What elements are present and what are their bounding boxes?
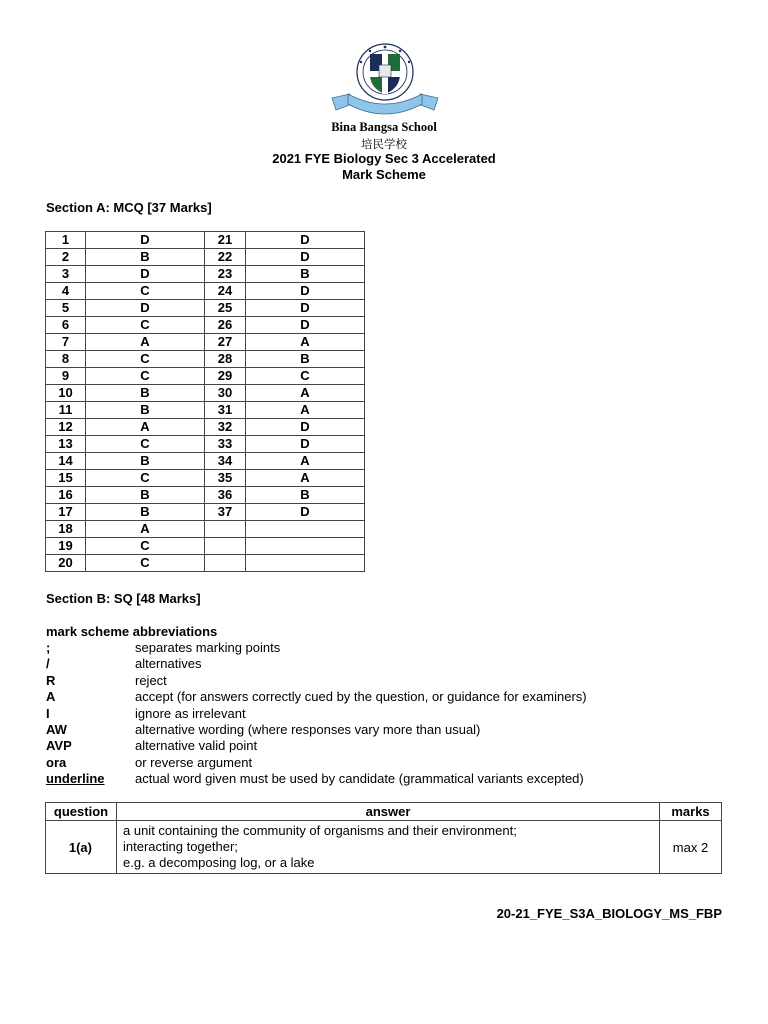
mcq-question-number: 4 — [46, 283, 86, 300]
mcq-question-number — [205, 538, 246, 555]
document-subtitle: Mark Scheme — [342, 167, 426, 182]
mcq-question-number: 34 — [205, 453, 246, 470]
mcq-row — [46, 504, 365, 521]
mcq-answer-letter: B — [246, 351, 365, 368]
mcq-row — [46, 555, 365, 572]
document-title: 2021 FYE Biology Sec 3 Accelerated — [272, 151, 496, 166]
mcq-row — [46, 334, 365, 351]
mcq-question-number: 32 — [205, 419, 246, 436]
mcq-answer-letter: B — [246, 266, 365, 283]
question-column-header: question — [46, 803, 117, 821]
mcq-row — [46, 317, 365, 334]
mcq-answer-letter: B — [86, 249, 205, 266]
answer-text — [117, 821, 660, 874]
mcq-question-number: 23 — [205, 266, 246, 283]
mcq-question-number: 15 — [46, 470, 86, 487]
mcq-question-number: 17 — [46, 504, 86, 521]
abbreviation-meaning: actual word given must be used by candidate (grammatical variants excepted) — [135, 771, 584, 787]
mcq-question-number: 5 — [46, 300, 86, 317]
abbreviation-row — [46, 722, 686, 738]
mcq-question-number: 21 — [205, 232, 246, 249]
abbreviation-key: / — [46, 656, 50, 672]
answer-column-header: answer — [117, 803, 660, 821]
mcq-question-number: 10 — [46, 385, 86, 402]
mcq-answer-letter — [246, 555, 365, 572]
abbreviation-key: AW — [46, 721, 67, 737]
abbreviation-row — [46, 771, 686, 787]
mcq-question-number: 2 — [46, 249, 86, 266]
mcq-question-number: 37 — [205, 504, 246, 521]
mcq-answer-letter: D — [246, 283, 365, 300]
abbreviation-meaning: alternative valid point — [135, 738, 258, 754]
abbreviation-key: underline — [46, 771, 105, 787]
mcq-question-number: 22 — [205, 249, 246, 266]
mcq-question-number: 18 — [46, 521, 86, 538]
abbreviation-meaning: ignore as irrelevant — [135, 705, 246, 721]
mcq-answer-letter: B — [86, 453, 205, 470]
mcq-answer-letter: A — [246, 334, 365, 351]
abbreviation-row — [46, 738, 686, 754]
mcq-question-number: 3 — [46, 266, 86, 283]
mcq-question-number: 31 — [205, 402, 246, 419]
mcq-question-number: 36 — [205, 487, 246, 504]
abbreviations-heading: mark scheme abbreviations — [46, 624, 218, 639]
mcq-row — [46, 402, 365, 419]
abbreviation-row — [46, 689, 686, 705]
mcq-question-number: 35 — [205, 470, 246, 487]
mcq-answer-letter: C — [86, 470, 205, 487]
section-a-heading: Section A: MCQ [37 Marks] — [46, 200, 212, 215]
mcq-answer-letter: D — [246, 249, 365, 266]
abbreviation-key: ora — [46, 754, 67, 770]
mcq-row — [46, 300, 365, 317]
mcq-answer-letter: B — [86, 385, 205, 402]
mcq-answer-letter: D — [246, 232, 365, 249]
question-number: 1(a) — [46, 821, 117, 874]
abbreviation-meaning: alternatives — [135, 656, 202, 672]
school-name-chinese: 培民学校 — [361, 139, 407, 151]
abbreviation-key: ; — [46, 640, 51, 655]
abbreviation-key: I — [46, 705, 50, 721]
abbreviation-row — [46, 706, 686, 722]
mcq-answer-letter: C — [86, 283, 205, 300]
abbreviation-row — [46, 673, 686, 689]
mcq-question-number: 33 — [205, 436, 246, 453]
section-b-heading: Section B: SQ [48 Marks] — [46, 591, 201, 606]
mcq-question-number: 1 — [46, 232, 86, 249]
answer-line: e.g. a decomposing log, or a lake — [123, 855, 315, 870]
document-code-footer: 20-21_FYE_S3A_BIOLOGY_MS_FBP — [496, 906, 722, 921]
mcq-row — [46, 385, 365, 402]
mcq-question-number: 9 — [46, 368, 86, 385]
mcq-answer-letter: D — [86, 232, 205, 249]
answer-table — [45, 802, 722, 874]
mcq-answer-letter: D — [246, 300, 365, 317]
mcq-answer-letter: B — [86, 504, 205, 521]
mcq-answer-letter — [246, 538, 365, 555]
marks-column-header: marks — [660, 803, 722, 821]
mcq-answer-letter: A — [246, 453, 365, 470]
mcq-row — [46, 283, 365, 300]
mcq-question-number: 16 — [46, 487, 86, 504]
mcq-question-number: 29 — [205, 368, 246, 385]
mcq-answer-letter: C — [246, 368, 365, 385]
answer-line: interacting together; — [123, 839, 238, 854]
mcq-answer-letter: D — [246, 419, 365, 436]
mcq-answer-letter: C — [86, 317, 205, 334]
mcq-answer-letter: D — [246, 317, 365, 334]
mcq-question-number: 28 — [205, 351, 246, 368]
mcq-answer-letter: C — [86, 555, 205, 572]
abbreviation-row — [46, 640, 686, 656]
mcq-answer-letter: A — [246, 402, 365, 419]
mcq-question-number: 25 — [205, 300, 246, 317]
mcq-row — [46, 538, 365, 555]
abbreviation-key: A — [46, 689, 56, 705]
mcq-question-number: 11 — [46, 402, 86, 419]
mcq-answer-table-body — [46, 232, 365, 572]
mcq-answer-table — [45, 231, 365, 572]
mcq-row — [46, 453, 365, 470]
mcq-question-number: 12 — [46, 419, 86, 436]
mcq-answer-letter: B — [246, 487, 365, 504]
mcq-answer-letter: D — [246, 504, 365, 521]
mcq-row — [46, 266, 365, 283]
abbreviation-key: R — [46, 672, 56, 688]
abbreviation-meaning: accept (for answers correctly cued by the question, or guidance for examiners) — [135, 689, 587, 705]
abbreviation-row — [46, 755, 686, 771]
answer-row — [46, 821, 722, 874]
mcq-question-number: 14 — [46, 453, 86, 470]
mcq-row — [46, 419, 365, 436]
school-crest-logo — [330, 40, 440, 122]
mcq-row — [46, 232, 365, 249]
mcq-answer-letter: B — [86, 487, 205, 504]
mcq-question-number: 26 — [205, 317, 246, 334]
mcq-question-number: 7 — [46, 334, 86, 351]
mcq-answer-letter: C — [86, 538, 205, 555]
answer-table-header-row — [46, 803, 722, 821]
mcq-answer-letter: D — [86, 300, 205, 317]
mcq-question-number: 8 — [46, 351, 86, 368]
mcq-question-number: 27 — [205, 334, 246, 351]
mcq-answer-letter — [246, 521, 365, 538]
abbreviation-meaning: separates marking points — [135, 640, 281, 655]
mcq-row — [46, 521, 365, 538]
mcq-answer-letter: B — [86, 402, 205, 419]
mcq-question-number: 24 — [205, 283, 246, 300]
mcq-row — [46, 249, 365, 266]
mcq-question-number: 13 — [46, 436, 86, 453]
abbreviations-list — [46, 640, 686, 788]
mcq-answer-letter: A — [86, 419, 205, 436]
mcq-answer-letter: D — [86, 266, 205, 283]
mcq-answer-letter: A — [246, 385, 365, 402]
mcq-row — [46, 368, 365, 385]
mcq-question-number — [205, 555, 246, 572]
mcq-answer-letter: C — [86, 436, 205, 453]
mcq-answer-letter: A — [246, 470, 365, 487]
answer-line: a unit containing the community of organisms and their environment; — [123, 823, 517, 838]
marks-value: max 2 — [660, 821, 722, 874]
abbreviation-meaning: or reverse argument — [135, 754, 253, 770]
mcq-row — [46, 351, 365, 368]
mcq-question-number — [205, 521, 246, 538]
mcq-answer-letter: A — [86, 521, 205, 538]
answer-table-body — [46, 821, 722, 874]
abbreviation-row — [46, 656, 686, 672]
mcq-question-number: 19 — [46, 538, 86, 555]
abbreviation-meaning: reject — [135, 672, 167, 688]
mcq-row — [46, 470, 365, 487]
mcq-row — [46, 436, 365, 453]
mcq-answer-letter: C — [86, 351, 205, 368]
mcq-answer-letter: A — [86, 334, 205, 351]
mcq-answer-letter: D — [246, 436, 365, 453]
mcq-question-number: 30 — [205, 385, 246, 402]
school-name: Bina Bangsa School — [331, 120, 437, 134]
abbreviation-key: AVP — [46, 738, 72, 754]
abbreviation-meaning: alternative wording (where responses vary more than usual) — [135, 721, 481, 737]
mcq-answer-letter: C — [86, 368, 205, 385]
mcq-row — [46, 487, 365, 504]
mcq-question-number: 20 — [46, 555, 86, 572]
mcq-question-number: 6 — [46, 317, 86, 334]
